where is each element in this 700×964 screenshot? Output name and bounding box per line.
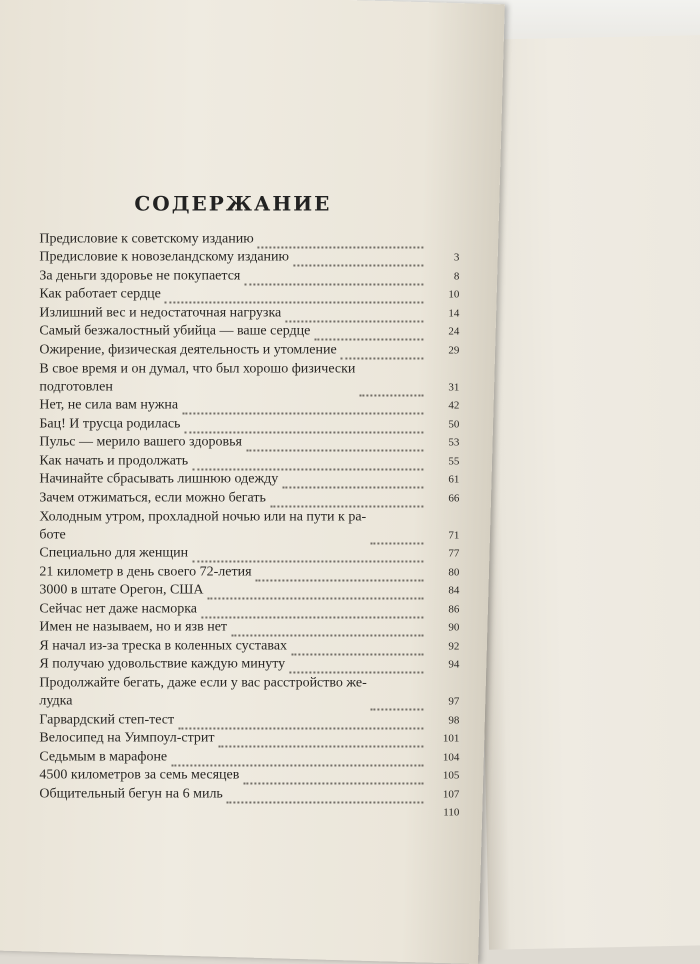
table-of-contents xyxy=(39,191,459,821)
dot-leader xyxy=(165,289,424,303)
toc-entry xyxy=(39,470,459,489)
toc-entry xyxy=(39,285,459,304)
toc-entry-title: За деньги здоровье не покупается xyxy=(39,267,240,285)
toc-entry-page: 94 xyxy=(427,655,459,673)
toc-entry-page: 90 xyxy=(427,618,459,636)
toc-entry xyxy=(39,322,459,340)
toc-entry-page: 101 xyxy=(427,729,459,747)
toc-entry-title: Самый безжалостный убийца — ваше сердце xyxy=(39,322,310,340)
dot-leader xyxy=(192,456,423,470)
dot-leader xyxy=(258,234,424,248)
dot-leader xyxy=(246,437,424,451)
dot-leader xyxy=(171,752,423,766)
toc-entry xyxy=(39,433,459,452)
dot-leader xyxy=(227,789,424,803)
toc-entry-page: 14 xyxy=(427,304,459,322)
toc-list xyxy=(39,229,459,821)
toc-entry xyxy=(39,414,459,433)
toc-entry-title: Имен не называем, но и язв нет xyxy=(39,618,227,636)
toc-entry-page: 80 xyxy=(427,563,459,581)
toc-entry-title: Седьмым в марафоне xyxy=(39,748,167,766)
toc-entry-title: Я начал из-за треска в коленных суставах xyxy=(39,637,287,655)
toc-entry-title: Ожирение, физическая деятельность и утомление xyxy=(39,341,336,359)
toc-entry-title: Бац! И трусца родилась xyxy=(39,415,180,433)
dot-leader xyxy=(285,308,423,322)
toc-entry xyxy=(39,248,459,267)
toc-entry-title: Излишний вес и недостаточная нагрузка xyxy=(39,304,281,322)
toc-entry-page: 53 xyxy=(427,433,459,451)
toc-entry xyxy=(39,359,459,396)
dot-leader xyxy=(270,493,423,507)
toc-entry-page: 66 xyxy=(427,489,459,507)
toc-entry-page: 97 xyxy=(427,692,459,710)
dot-leader xyxy=(218,733,423,747)
toc-entry-page: 98 xyxy=(427,711,459,729)
toc-entry-page: 71 xyxy=(427,526,459,544)
toc-heading: СОДЕРЖАНИЕ xyxy=(39,191,459,215)
toc-entry-page: 3 xyxy=(427,248,459,266)
toc-entry xyxy=(39,618,459,637)
dot-leader xyxy=(371,696,424,710)
toc-entry-page: 107 xyxy=(427,785,459,803)
toc-entry-title: Холодным утром, прохладной ночью или на пути к ра- боте xyxy=(39,508,366,544)
toc-entry xyxy=(39,673,459,710)
toc-entry-page: 8 xyxy=(427,267,459,285)
toc-entry xyxy=(39,266,459,284)
toc-entry-title: В свое время и он думал, что был хорошо физически подготовлен xyxy=(39,360,355,396)
toc-entry-title: 3000 в штате Орегон, США xyxy=(39,581,203,599)
toc-entry-page: 24 xyxy=(427,322,459,340)
dot-leader xyxy=(314,326,423,340)
dot-leader xyxy=(178,715,423,729)
toc-entry-page: 86 xyxy=(427,600,459,618)
toc-entry xyxy=(39,562,459,581)
toc-entry-page: 84 xyxy=(427,581,459,599)
dot-leader xyxy=(208,585,424,599)
toc-entry xyxy=(39,340,459,359)
toc-entry-title: Начинайте сбрасывать лишнюю одежду xyxy=(39,470,278,488)
toc-entry-page: 105 xyxy=(427,766,459,784)
toc-entry xyxy=(39,710,459,729)
toc-entry xyxy=(39,544,459,563)
toc-entry xyxy=(39,766,459,785)
dot-leader xyxy=(244,271,423,285)
dot-leader xyxy=(201,604,423,618)
toc-entry-title: Специально для женщин xyxy=(39,544,188,562)
toc-entry-title: 4500 километров за семь месяцев xyxy=(39,766,239,784)
toc-entry-title: Как начать и продолжать xyxy=(39,452,188,470)
toc-entry-page: 104 xyxy=(427,748,459,766)
toc-entry xyxy=(39,784,459,803)
toc-entry xyxy=(39,229,459,248)
dot-leader xyxy=(184,419,423,433)
toc-entry-title: 21 километр в день своего 72-летия xyxy=(39,563,251,581)
toc-entry-page: 92 xyxy=(427,637,459,655)
dot-leader xyxy=(256,567,424,581)
toc-entry xyxy=(39,507,459,544)
right-page xyxy=(470,35,700,950)
dot-leader xyxy=(182,400,423,414)
toc-entry xyxy=(39,303,459,322)
toc-entry-page: 29 xyxy=(427,341,459,359)
toc-entry-title: Нет, не сила вам нужна xyxy=(39,396,178,414)
toc-entry-page: 55 xyxy=(427,452,459,470)
toc-entry-page: 42 xyxy=(427,396,459,414)
dot-leader xyxy=(359,382,423,396)
dot-leader xyxy=(289,659,423,673)
toc-trailing-page xyxy=(39,803,459,822)
toc-entry-title: Как работает сердце xyxy=(39,285,160,303)
dot-leader xyxy=(192,548,423,562)
toc-entry-page: 61 xyxy=(427,470,459,488)
toc-entry-page: 31 xyxy=(427,378,459,396)
toc-entry xyxy=(39,488,459,507)
toc-entry xyxy=(39,599,459,618)
toc-entry-title: Предисловие к советскому изданию xyxy=(39,230,253,248)
toc-entry-title: Гарвардский степ-тест xyxy=(39,711,174,729)
toc-entry xyxy=(39,729,459,748)
dot-leader xyxy=(243,770,423,784)
toc-entry-title: Я получаю удовольствие каждую минуту xyxy=(39,655,285,673)
dot-leader xyxy=(341,345,424,359)
toc-entry-page: 77 xyxy=(427,544,459,562)
dot-leader xyxy=(282,474,423,488)
toc-entry-title: Пульс — мерило вашего здоровья xyxy=(39,433,241,451)
dot-leader xyxy=(291,641,423,655)
toc-entry-title: Продолжайте бегать, даже если у вас расстройство же- лудка xyxy=(39,674,366,710)
toc-entry xyxy=(39,747,459,766)
toc-entry-title: Зачем отжиматься, если можно бегать xyxy=(39,489,266,507)
toc-entry-page: 50 xyxy=(427,415,459,433)
toc-entry xyxy=(39,396,459,415)
toc-entry-page: 110 xyxy=(427,803,459,821)
toc-entry xyxy=(39,655,459,674)
dot-leader xyxy=(293,252,423,266)
dot-leader xyxy=(231,622,423,636)
toc-entry-page: 10 xyxy=(427,285,459,303)
toc-entry xyxy=(39,451,459,470)
toc-entry-title: Велосипед на Уимпоул-стрит xyxy=(39,729,214,747)
toc-entry-title: Сейчас нет даже насморка xyxy=(39,600,197,618)
toc-entry-title: Общительный бегун на 6 миль xyxy=(39,785,222,803)
toc-entry xyxy=(39,581,459,600)
dot-leader xyxy=(370,530,423,544)
toc-entry xyxy=(39,636,459,655)
toc-entry-title: Предисловие к новозеландскому изданию xyxy=(39,248,289,266)
